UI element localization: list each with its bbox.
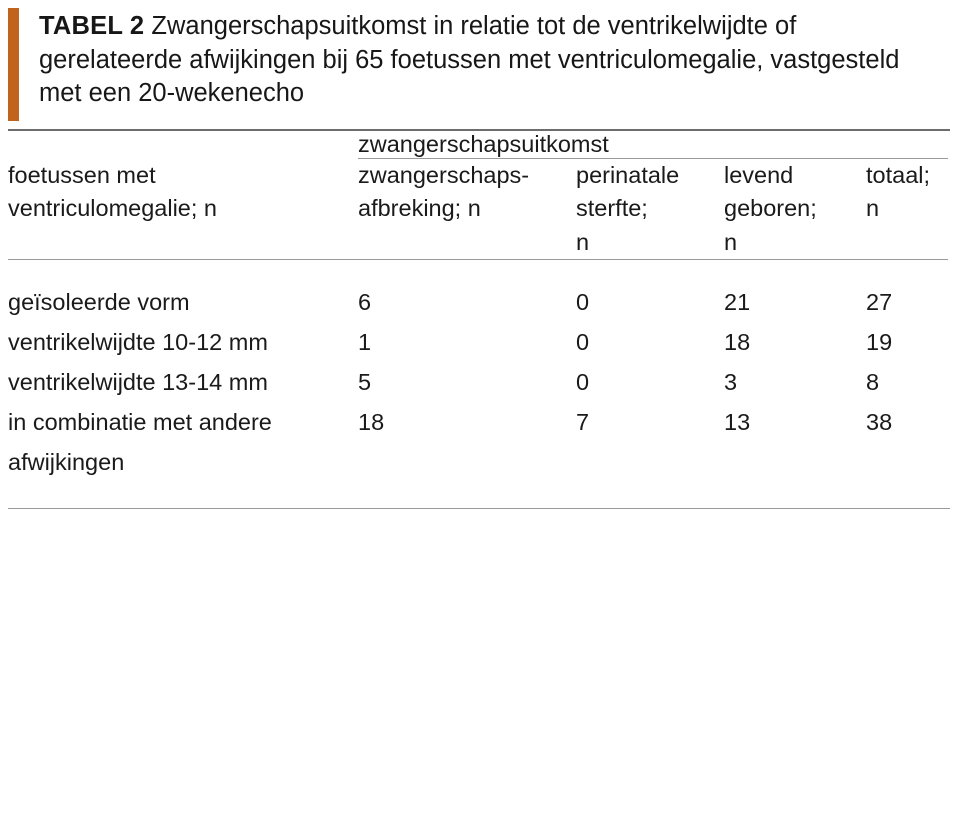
row-value-levend: 18 (724, 329, 751, 356)
column-header-levend (724, 159, 866, 259)
table-row (8, 402, 948, 442)
column-header-afbreking (358, 159, 576, 259)
column-header-sterfte-line1: perinatale (576, 161, 680, 188)
caption-text (19, 8, 958, 121)
table-bottom-rule (8, 508, 950, 509)
row-value-afbreking: 1 (358, 329, 372, 356)
row-value-afbreking: 5 (358, 369, 372, 396)
row-value-sterfte (576, 442, 724, 482)
column-header-afbreking-line2: afbreking; n (358, 195, 481, 222)
column-header-levend-line3: n (724, 228, 738, 255)
column-header-foetussen-line2: ventriculomegalie; n (8, 195, 217, 222)
row-value-totaal: 27 (866, 289, 893, 316)
column-header-totaal (866, 159, 948, 259)
table-row (8, 442, 948, 482)
header-spacer-cell (8, 260, 948, 282)
row-value-levend: 13 (724, 409, 751, 436)
column-header-sterfte-line3: n (576, 228, 590, 255)
group-header-label: zwangerschapsuitkomst (358, 130, 609, 157)
row-value-afbreking: 18 (358, 409, 385, 436)
row-value-levend: 21 (724, 289, 751, 316)
column-header-row (8, 159, 948, 259)
row-label: ventrikelwijdte 10-12 mm (8, 329, 268, 356)
table-caption (0, 0, 958, 121)
column-header-totaal-line1: totaal; (866, 161, 931, 188)
row-value-sterfte: 0 (576, 329, 590, 356)
row-value-levend (724, 442, 866, 482)
column-header-levend-line2: geboren; (724, 195, 817, 222)
row-value-afbreking: 6 (358, 289, 372, 316)
row-value-levend: 3 (724, 369, 738, 396)
header-spacer-row (8, 260, 948, 282)
row-label: geïsoleerde vorm (8, 289, 190, 316)
group-header-row (8, 131, 948, 158)
row-value-sterfte: 0 (576, 289, 590, 316)
column-header-afbreking-line1: zwangerschaps- (358, 161, 530, 188)
column-header-sterfte (576, 159, 724, 259)
caption-body: Zwangerschapsuitkomst in relatie tot de ventrikelwijdte of gerelateerde afwijkingen bij 65 foetussen met ventriculomegalie, vastgesteld met een 20-wekenecho (39, 12, 900, 108)
row-value-totaal (866, 442, 948, 482)
caption-accent-bar (8, 8, 19, 121)
row-value-sterfte: 7 (576, 409, 590, 436)
row-value-totaal: 8 (866, 369, 880, 396)
column-header-levend-line1: levend (724, 161, 794, 188)
row-label: ventrikelwijdte 13-14 mm (8, 369, 268, 396)
row-value-afbreking (358, 442, 576, 482)
table-row (8, 362, 948, 402)
table-row (8, 282, 948, 322)
row-label: afwijkingen (8, 449, 125, 476)
row-value-totaal: 19 (866, 329, 893, 356)
column-header-foetussen-line1: foetussen met (8, 161, 156, 188)
group-header-empty (8, 131, 358, 158)
row-label: in combinatie met andere (8, 409, 272, 436)
column-header-totaal-line2: n (866, 195, 880, 222)
row-value-sterfte: 0 (576, 369, 590, 396)
column-header-foetussen (8, 159, 358, 259)
table-row (8, 322, 948, 362)
caption-label: TABEL 2 (39, 12, 145, 40)
column-header-sterfte-line2: sterfte; (576, 195, 648, 222)
data-table (8, 131, 948, 482)
row-value-totaal: 38 (866, 409, 893, 436)
